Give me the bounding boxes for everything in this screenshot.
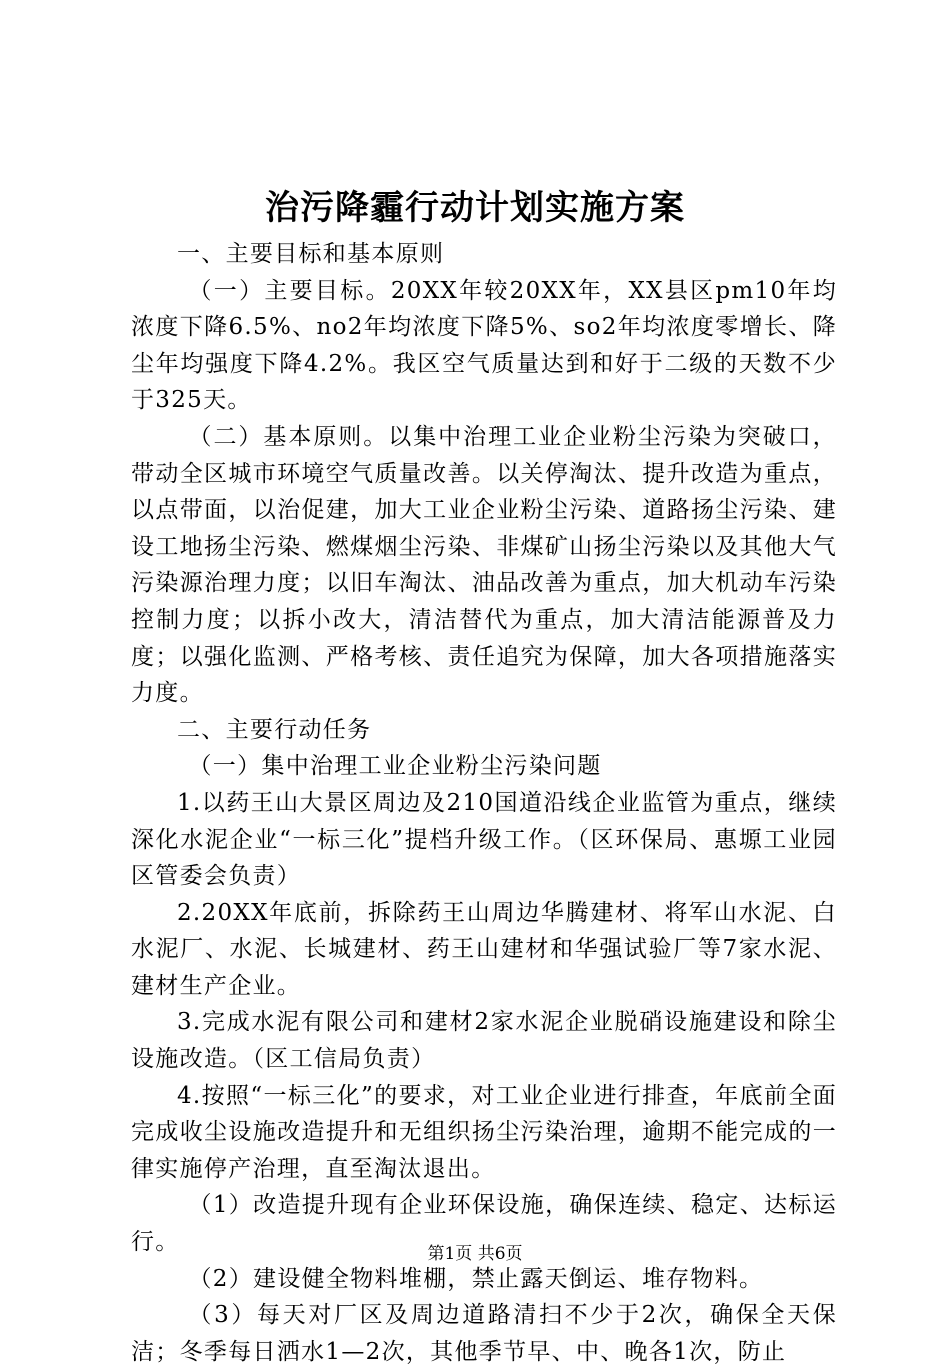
list-item-4: 4.按照“一标三化”的要求，对工业企业进行排查，年底前全面完成收尘设施改造提升和无组织扬尘污染治理，逾期不能完成的一律实施停产治理，直至淘汰退出。 xyxy=(131,1082,837,1182)
list-item-3: 3.完成水泥有限公司和建材2家水泥企业脱硝设施建设和除尘设施改造。（区工信局负责） xyxy=(131,1009,837,1073)
list-item-2: 2.20XX年底前，拆除药王山周边华腾建材、将军山水泥、白水泥厂、水泥、长城建材、药王山建材和华强试验厂等7家水泥、建材生产企业。 xyxy=(131,899,837,999)
document-body xyxy=(131,236,837,1370)
sub-item-1: （1）改造提升现有企业环保设施，确保连续、稳定、达标运行。 xyxy=(131,1192,837,1256)
section-heading-1: 一、主要目标和基本原则 xyxy=(177,241,445,267)
subsection-heading-1: （一）集中治理工业企业粉尘污染问题 xyxy=(188,753,602,780)
section-heading-2: 二、主要行动任务 xyxy=(177,716,372,743)
sub-item-3: （3）每天对厂区及周边道路清扫不少于2次，确保全天保洁；冬季每日洒水1—2次，其他季节早、中、晚各1次，防止 xyxy=(131,1302,837,1365)
paragraph-basic-principles: （二）基本原则。以集中治理工业企业粉尘污染为突破口，带动全区城市环境空气质量改善。以关停淘汰、提升改造为重点，以点带面，以治促建，加大工业企业粉尘污染、道路扬尘污染、建设工地扬尘污染、燃煤烟尘污染、非煤矿山扬尘污染以及其他大气污染源治理力度；以旧车淘汰、油品改善为重点，加大机动车污染控制力度；以拆小改大，清洁替代为重点，加大清洁能源普及力度；以强化监测、严格考核、责任追究为保障，加大各项措施落实力度。 xyxy=(131,423,837,707)
list-item-1: 1.以药王山大景区周边及210国道沿线企业监管为重点，继续深化水泥企业“一标三化”提档升级工作。（区环保局、惠塬工业园区管委会负责） xyxy=(131,789,837,890)
document-title: 治污降霾行动计划实施方案 xyxy=(265,188,685,228)
paragraph-main-goals: （一）主要目标。20XX年较20XX年，XX县区pm10年均浓度下降6.5%、no2年均浓度下降5%、so2年均浓度零增长、降尘年均强度下降4.2%。我区空气质量达到和好于二级的天数不少于325天。 xyxy=(131,277,837,414)
page-number-footer: 第1页 共6页 xyxy=(427,1244,523,1264)
sub-item-2: （2）建设健全物料堆棚，禁止露天倒运、堆存物料。 xyxy=(188,1265,764,1292)
